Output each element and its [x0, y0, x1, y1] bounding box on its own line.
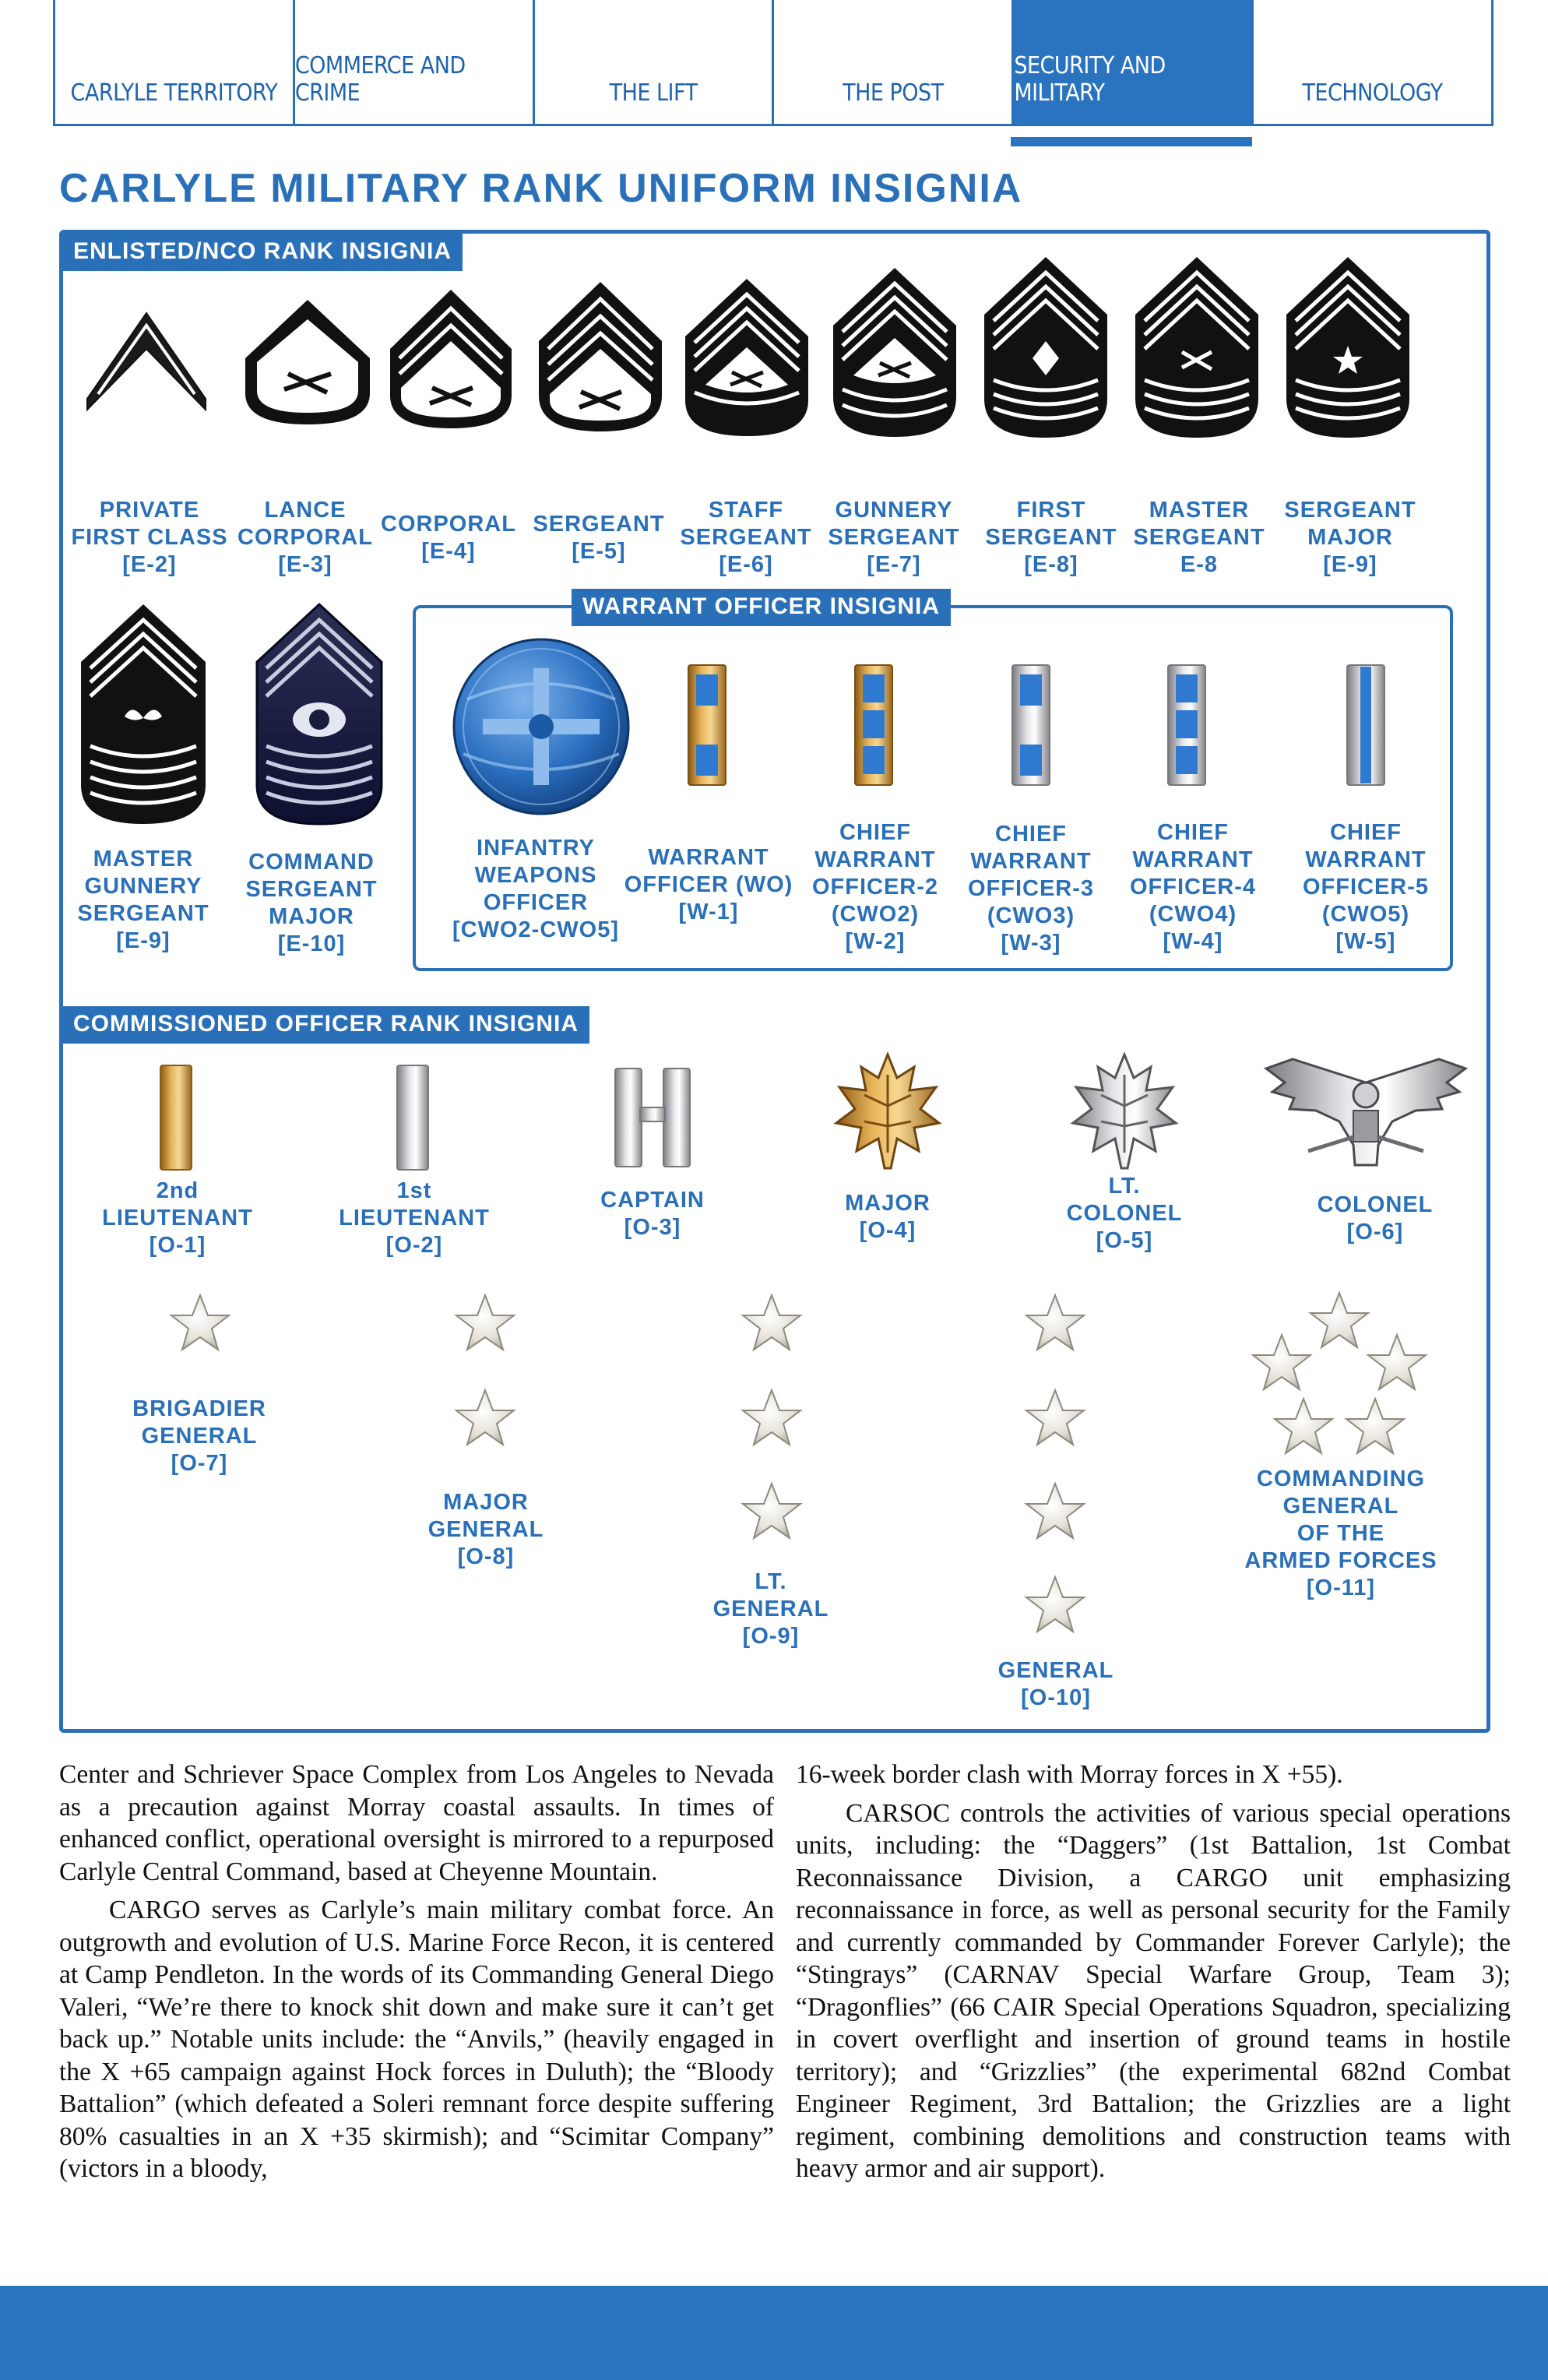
star-o8-2-icon — [450, 1385, 520, 1455]
bar-w1-icon — [687, 664, 727, 787]
rank-label-w4: CHIEF WARRANT OFFICER-4 (CWO4) [W-4] — [1129, 820, 1257, 954]
chevron-e2-icon — [84, 305, 209, 414]
tab-the-lift[interactable]: THE LIFT — [535, 0, 775, 124]
rank-label-e6: STAFF SERGEANT [E-6] — [680, 498, 812, 577]
rank-label-w3: CHIEF WARRANT OFFICER-3 (CWO3) [W-3] — [967, 822, 1095, 956]
rank-label-e2: PRIVATE FIRST CLASS [E-2] — [71, 498, 228, 577]
body-paragraph: CARSOC controls the activities of various special operations units, including: the “Daggers” (1st Battalion, 1st Combat Reconnaissance Division, a CARGO unit emphasizing reconnaissance in force, as well as personal security for the Family and currently commanded by Commander Forever Carlyle); the “Stingrays” (CARNAV Special Warfare Group, Team 3); “Dragonflies” (66 CAIR Special Operations Squadron, specializing in covert overflight and insertion of ground teams in hostile territory); and “Grizzlies” (the experimental 682nd Combat Engineer Regiment, 3rd Battalion; the Grizzlies are a light regiment, combining demolitions and construction teams with heavy armor and air support). — [796, 1798, 1511, 2183]
star-o7-icon — [165, 1290, 235, 1360]
rank-label-e7: GUNNERY SERGEANT [E-7] — [828, 498, 960, 577]
rank-label-o7: BRIGADIER GENERAL [O-7] — [132, 1396, 266, 1476]
rank-label-o5: LT. COLONEL [O-5] — [1066, 1174, 1183, 1253]
warrant-section-label: WARRANT OFFICER INSIGNIA — [572, 589, 951, 626]
chevron-e8-first-sergeant-icon — [981, 254, 1110, 441]
bar-w2-icon — [853, 664, 894, 787]
body-paragraph: CARGO serves as Carlyle’s main military combat force. An outgrowth and evolution of U.S. Marine Force Recon, it is centered at Camp Pendleton. In the words of its Commanding General Diego Valeri, “We’re there to knock shit down and make sure it can’t get back up.” Notable units include: the “Anvils,” (heavily engaged in the X +65 campaign against Hock forces in Duluth); the “Bloody Battalion” (which defeated a Soleri remnant force despite suffering 80% casualties in an X +35 skirmish); and “Scimitar Company” (victors in a bloody, — [59, 1896, 774, 2183]
bar-o2-icon — [396, 1064, 430, 1171]
chevron-e10-icon — [254, 601, 385, 827]
body-paragraph: Center and Schriever Space Complex from Los Angeles to Nevada as a precaution against Morray coastal assaults. In times of enhanced conflict, operational oversight is mirrored to a repurposed Carlyle Central Command, based at Cheyenne Mountain. — [59, 1760, 774, 1886]
star-o9-3-icon — [737, 1478, 807, 1548]
rank-label-o11: COMMANDING GENERAL OF THE ARMED FORCES [O-11] — [1244, 1466, 1437, 1600]
tab-commerce-and-crime[interactable]: COMMERCE AND CRIME — [295, 0, 535, 124]
chevron-e4-icon — [387, 287, 515, 431]
star-o8-1-icon — [450, 1290, 520, 1360]
body-column-left — [59, 1759, 774, 2192]
rank-label-o10: GENERAL [O-10] — [997, 1658, 1114, 1710]
chevron-e5-icon — [536, 279, 665, 435]
rank-label-w5: CHIEF WARRANT OFFICER-5 (CWO5) [W-5] — [1302, 820, 1430, 954]
chevron-e6-icon — [682, 276, 811, 439]
bar-o1-icon — [159, 1064, 193, 1171]
star-o10-1-icon — [1020, 1290, 1090, 1360]
rank-label-e10: COMMAND SERGEANT MAJOR [E-10] — [245, 850, 378, 956]
bar-w4-icon — [1166, 664, 1207, 787]
rank-label-e8-first-sergeant: FIRST SERGEANT [E-8] — [985, 498, 1117, 577]
tab-technology[interactable]: TECHNOLOGY — [1302, 79, 1443, 107]
rank-label-e9-master-gunnery: MASTER GUNNERY SERGEANT [E-9] — [77, 847, 209, 953]
page-title: CARLYLE MILITARY RANK UNIFORM INSIGNIA — [59, 166, 1023, 211]
oak-leaf-o5-icon — [1070, 1051, 1179, 1173]
chevron-e9-master-gunnery-icon — [78, 601, 209, 827]
star-o9-1-icon — [737, 1290, 807, 1360]
star-o10-2-icon — [1020, 1385, 1090, 1455]
rank-label-o6: COLONEL [O-6] — [1317, 1192, 1434, 1245]
rank-label-infantry-weapons-officer: INFANTRY WEAPONS OFFICER [CWO2-CWO5] — [452, 836, 619, 942]
rank-label-e3: LANCE CORPORAL [E-3] — [237, 498, 373, 577]
active-tab-indicator — [1011, 137, 1252, 146]
body-paragraph: 16-week border clash with Morray forces in X +55). — [796, 1760, 1343, 1789]
rank-label-o1: 2nd LIEUTENANT [O-1] — [102, 1178, 253, 1258]
chevron-e9-icon — [1283, 254, 1413, 441]
bar-w3-icon — [1011, 664, 1051, 787]
tab-the-post[interactable]: THE POST — [774, 0, 1014, 124]
rank-label-w1: WARRANT OFFICER (WO) [W-1] — [624, 845, 793, 924]
section-tabs — [53, 0, 1493, 126]
rank-label-e9: SERGEANT MAJOR [E-9] — [1284, 498, 1416, 577]
chevron-e3-icon — [241, 296, 374, 428]
bar-w5-icon — [1346, 664, 1386, 787]
star-o10-3-icon — [1020, 1478, 1090, 1548]
star-o10-4-icon — [1020, 1572, 1090, 1642]
rank-label-o3: CAPTAIN [O-3] — [600, 1188, 705, 1240]
chevron-e8-master-sergeant-icon — [1132, 254, 1261, 441]
rank-label-w2: CHIEF WARRANT OFFICER-2 (CWO2) [W-2] — [811, 820, 939, 954]
rank-label-o4: MAJOR [O-4] — [845, 1191, 931, 1243]
commissioned-section-label: COMMISSIONED OFFICER RANK INSIGNIA — [62, 1006, 589, 1044]
oak-leaf-o4-icon — [833, 1051, 942, 1173]
body-column-right — [796, 1759, 1511, 2192]
rank-label-o2: 1st LIEUTENANT [O-2] — [339, 1178, 490, 1258]
star-circle-o11-icon — [1246, 1285, 1433, 1464]
tab-carlyle-territory[interactable]: CARLYLE TERRITORY — [55, 0, 295, 124]
rank-label-e5: SERGEANT [E-5] — [533, 512, 665, 564]
bars-o3-icon — [612, 1067, 693, 1168]
rank-label-e4: CORPORAL [E-4] — [381, 512, 516, 564]
star-o9-2-icon — [737, 1385, 807, 1455]
eagle-o6-icon — [1261, 1051, 1470, 1168]
rank-label-o8: MAJOR GENERAL [O-8] — [427, 1490, 544, 1569]
rank-label-o9: LT. GENERAL [O-9] — [712, 1569, 829, 1649]
infantry-weapons-globe-icon — [452, 637, 631, 816]
chevron-e7-icon — [830, 265, 959, 440]
tab-security-and-military[interactable]: SECURITY AND MILITARY — [1014, 0, 1254, 124]
enlisted-section-label: ENLISTED/NCO RANK INSIGNIA — [62, 234, 463, 271]
footer-bar — [0, 2286, 1548, 2380]
rank-label-e8-master-sergeant: MASTER SERGEANT E-8 — [1133, 498, 1265, 577]
